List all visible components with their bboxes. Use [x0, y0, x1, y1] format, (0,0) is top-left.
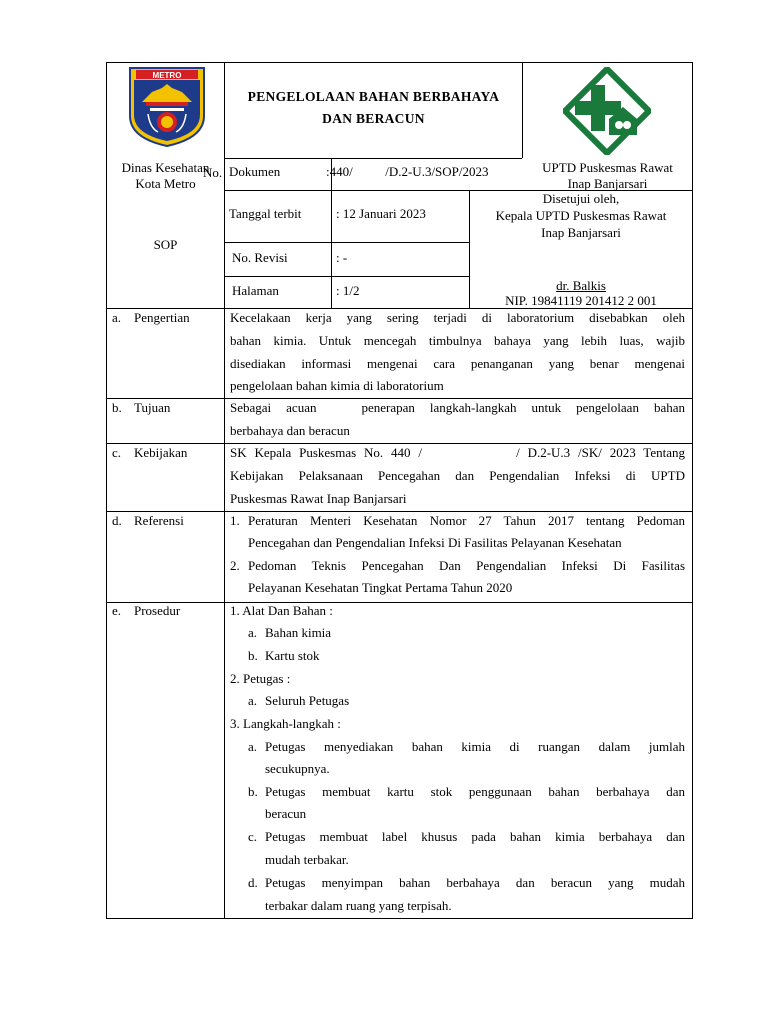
- puskesmas-logo-icon: [563, 67, 651, 155]
- section-c-line: Kebijakan Pelaksanaan Pencegahan dan Pengendalian Infeksi di UPTD: [230, 468, 685, 483]
- no-dokumen-value: :440/ /D.2-U.3/SOP/2023: [326, 164, 489, 179]
- section-c-label: Kebijakan: [134, 445, 188, 460]
- reference-number: 2.: [230, 558, 240, 573]
- document-title-line2: DAN BERACUN: [322, 111, 425, 126]
- section-a-line: pengelolaan bahan kimia di laboratorium: [230, 378, 444, 393]
- step-line: Petugas menyediakan bahan kimia di ruangan dalam jumlah: [265, 739, 685, 754]
- list-marker: a.: [248, 625, 258, 640]
- uptd-line1: UPTD Puskesmas Rawat: [542, 160, 673, 175]
- step-line: beracun: [265, 806, 307, 821]
- svg-text:METRO: METRO: [152, 71, 182, 80]
- uptd-line2: Inap Banjarsari: [567, 176, 648, 191]
- halaman-value: : 1/2: [336, 283, 360, 298]
- step-line: terbakar dalam ruang yang terpisah.: [265, 898, 452, 913]
- section-c-letter: c.: [112, 445, 122, 460]
- reference-number: 1.: [230, 513, 240, 528]
- reference-line: Pelayanan Kesehatan Tingkat Pertama Tahun 2020: [248, 580, 513, 595]
- no-dokumen-prefix: No.: [203, 165, 223, 180]
- step-line: mudah terbakar.: [265, 852, 349, 867]
- section-e-label: Prosedur: [134, 603, 181, 618]
- approval-line3: Inap Banjarsari: [541, 225, 621, 240]
- section-a-label: Pengertian: [134, 310, 190, 325]
- section-d-letter: d.: [112, 513, 122, 528]
- step-line: Petugas membuat kartu stok penggunaan bahan berbahaya dan: [265, 784, 685, 799]
- no-revisi-label: No. Revisi: [232, 250, 288, 265]
- list-marker: a.: [248, 693, 258, 708]
- section-d-label: Referensi: [134, 513, 184, 528]
- dinas-line2: Kota Metro: [135, 176, 196, 191]
- approval-line1: Disetujui oleh,: [542, 191, 620, 206]
- approver-nip: NIP. 19841119 201412 2 001: [505, 293, 657, 308]
- step-letter: b.: [248, 784, 258, 799]
- petugas-heading: 2. Petugas :: [230, 671, 291, 686]
- halaman-label: Halaman: [232, 283, 279, 298]
- alat-bahan-heading: 1. Alat Dan Bahan :: [230, 603, 333, 618]
- section-b-letter: b.: [112, 400, 122, 415]
- section-b-line: berbahaya dan beracun: [230, 423, 350, 438]
- step-line: Petugas menyimpan bahan berbahaya dan beracun yang mudah: [265, 875, 685, 890]
- alat-item: Bahan kimia: [265, 625, 332, 640]
- petugas-item: Seluruh Petugas: [265, 693, 350, 708]
- step-line: secukupnya.: [265, 761, 330, 776]
- section-a-letter: a.: [112, 310, 122, 325]
- section-a-line: Kecelakaan kerja yang sering terjadi di laboratorium disebabkan oleh: [230, 310, 685, 325]
- section-e-letter: e.: [112, 603, 122, 618]
- dinas-line1: Dinas Kesehatan: [121, 160, 210, 175]
- tanggal-terbit-label: Tanggal terbit: [229, 206, 302, 221]
- list-marker: b.: [248, 648, 258, 663]
- section-b-line: Sebagai acuan penerapan langkah-langkah untuk pengelolaan bahan: [230, 400, 685, 415]
- no-dokumen-label: Dokumen: [229, 164, 281, 179]
- step-letter: d.: [248, 875, 258, 890]
- langkah-heading: 3. Langkah-langkah :: [230, 716, 341, 731]
- step-letter: a.: [248, 739, 258, 754]
- step-line: Petugas membuat label khusus pada bahan kimia berbahaya dan: [265, 829, 685, 844]
- section-c-line: SK Kepala Puskesmas No. 440 / / D.2-U.3 /SK/ 2023 Tentang: [230, 445, 685, 460]
- section-c-line: Puskesmas Rawat Inap Banjarsari: [230, 491, 407, 506]
- alat-item: Kartu stok: [265, 648, 320, 663]
- no-revisi-value: : -: [336, 250, 348, 265]
- kota-metro-crest-icon: [128, 66, 206, 148]
- section-b-label: Tujuan: [134, 400, 171, 415]
- document-title-line1: PENGELOLAAN BAHAN BERBAHAYA: [247, 89, 500, 104]
- approval-line2: Kepala UPTD Puskesmas Rawat: [495, 208, 667, 223]
- sop-label: SOP: [153, 237, 178, 252]
- tanggal-terbit-value: : 12 Januari 2023: [336, 206, 426, 221]
- approver-name: dr. Balkis: [556, 278, 606, 293]
- step-letter: c.: [248, 829, 258, 844]
- reference-line: Peraturan Menteri Kesehatan Nomor 27 Tahun 2017 tentang Pedoman: [248, 513, 685, 528]
- reference-line: Pencegahan dan Pengendalian Infeksi Di Fasilitas Pelayanan Kesehatan: [248, 535, 622, 550]
- reference-line: Pedoman Teknis Pencegahan Dan Pengendalian Infeksi Di Fasilitas: [248, 558, 685, 573]
- section-a-line: disediakan informasi mengenai cara penanganan yang benar mengenai: [230, 356, 685, 371]
- section-a-line: bahan kimia. Untuk mencegah timbulnya bahaya yang lebih luas, wajib: [230, 333, 685, 348]
